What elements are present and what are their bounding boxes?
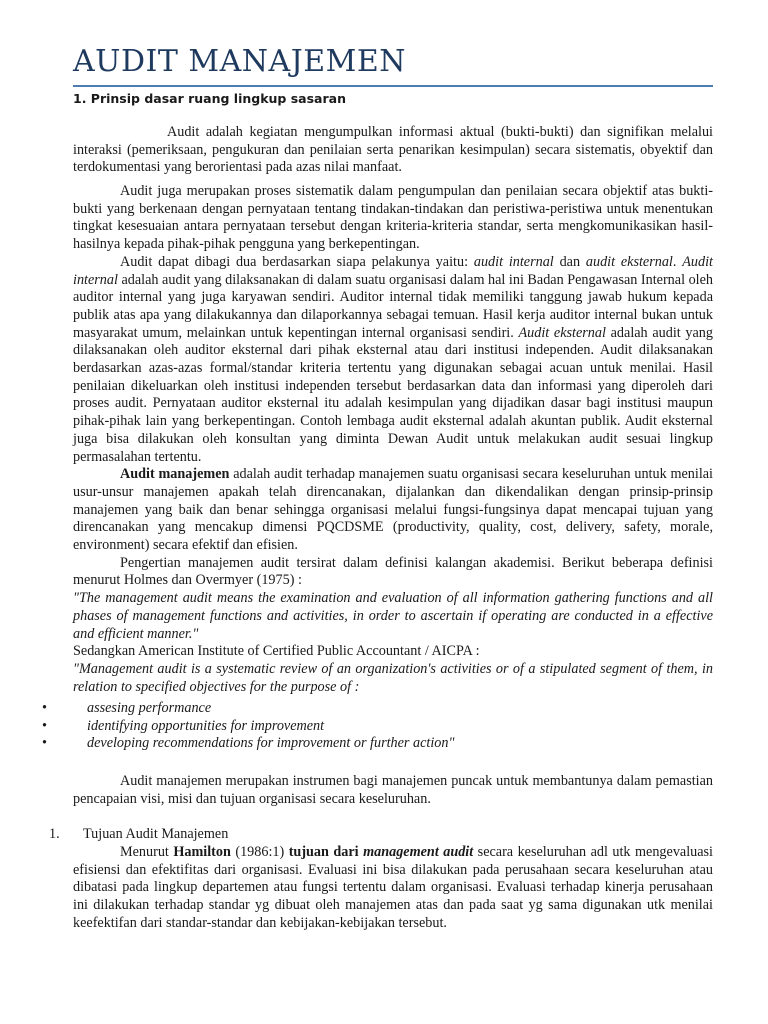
quote-aicpa: "Management audit is a systematic review of an organization's activities or of a stipulated segment of them, in relation to specified objectives for the purpose of : [73, 660, 713, 695]
paragraph-7-block [73, 844, 713, 933]
bullet-icon: • [42, 700, 47, 716]
bullet-list [0, 700, 768, 753]
bullet-icon: • [42, 735, 47, 752]
paragraph-definition [73, 124, 713, 177]
quote-holmes: "The management audit means the examination and evaluation of all information gathering functions and all phases of management functions and activities, in order to ascertain if operating are conducted in a effective and efficient manner." [73, 590, 713, 642]
list-item: • developing recommendations for improvement or further action" [42, 735, 455, 752]
paragraph-7: Menurut Hamilton (1986:1) tujuan dari management audit secara keseluruhan adl utk mengevaluasi efisiensi dan efektifitas dari organisasi. Evaluasi ini bisa dilakukan pada perusahaan secara keseluruhan atau dibatasi pada lingkup departemen atau fungsi tertentu dalam organisasi. Evaluasi terhadap kinerja perusahaan ini dilakukan terhadap standar yg dibuat oleh manajemen atas dan pada saat yg sama digunakan utk menilai keefektifan dari standar-standar dan kebijakan-kebijakan tersebut. [73, 844, 714, 931]
paragraph-6-block [73, 773, 713, 808]
section-label: Tujuan Audit Manajemen [83, 826, 229, 842]
title-rule [73, 85, 713, 87]
list-item: • assesing performance [42, 700, 212, 716]
list-item: • identifying opportunities for improvement [42, 717, 325, 734]
paragraph-group-main [73, 183, 713, 696]
paragraph-1: Audit adalah kegiatan mengumpulkan informasi aktual (bukti-bukti) dan signifikan melalui interaksi (pemeriksaan, pengukuran dan penilaian serta penarikan kesimpulan) secara sistematis, obyektif dan terdokumentasi yang berorientasi pada azas nilai manfaat. [73, 124, 713, 176]
section-number: 1. [49, 826, 60, 842]
bullet-icon: • [42, 717, 47, 734]
paragraph-6: Audit manajemen merupakan instrumen bagi manajemen puncak untuk membantunya dalam pemastian pencapaian visi, misi dan tujuan organisasi secara keseluruhan. [73, 773, 713, 807]
paragraph-3: Audit dapat dibagi dua berdasarkan siapa pelakunya yaitu: audit internal dan audit eksternal. Audit internal adalah audit yang dilaksanakan di dalam suatu organisasi dalam hal ini Badan Pengawasan Internal oleh auditor internal yang juga karyawan sendiri. Auditor internal tidak memiliki tanggung jawab hukum kepada publik atas apa yang dilakukannya dan dilaporkannya sebagai temuan. Hasil kerja auditor internal bukan untuk masyarakat umum, melainkan untuk kepentingan internal organisasi sendiri. Audit eksternal adalah audit yang dilaksanakan oleh auditor eksternal dari pihak eksternal atau dari institusi independen. Audit dilaksanakan berdasarkan azas-azas formal/standar kriteria tertentu yang digunakan sebagai acuan untuk menilai. Hasil penilaian dikeluarkan oleh institusi independen tersebut berdasarkan data dan informasi yang diperoleh dari proses audit. Pernyataan auditor eksternal itu adalah kesimpulan yang dijadikan dasar bagi institusi maupun pihak-pihak lain yang berkepentingan. Contoh lembaga audit eksternal adalah akuntan publik. Audit eksternal juga bisa dilakukan oleh konsultan yang diminta Dewan Audit untuk melakukan audit sesuai lingkup permasalahan tertentu. [73, 253, 714, 465]
aicpa-line: Sedangkan American Institute of Certified Public Accountant / AICPA : [73, 643, 480, 660]
section-subheading: 1. Prinsip dasar ruang lingkup sasaran [73, 91, 346, 106]
document-title: AUDIT MANAJEMEN [73, 44, 406, 79]
paragraph-4: Audit manajemen adalah audit terhadap manajemen suatu organisasi secara keseluruhan untuk menilai usur-unsur manajemen apakah telah direncanakan, dijalankan dan dikendalikan dengan prinsip-prinsip manajemen yang baik dan benar sehingga organisasi melalui fungsi-fungsinya dapat mencapai tujuan yang direncanakan yang mencakup dimensi PQCDSME (productivity, quality, cost, delivery, safety, morale, environment) secara efektif dan efisien. [73, 466, 713, 554]
paragraph-2: Audit juga merupakan proses sistematik dalam pengumpulan dan penilaian secara objektif atas bukti-bukti yang berkenaan dengan pernyataan tentang tindakan-tindakan dan peristiwa-peristiwa untuk menentukan tingkat kesesuaian antara pernyataan tersebut dengan kriteria-kriteria standar, serta mengkomunikasikan hasil-hasilnya kepada pihak-pihak pengguna yang berkepentingan. [73, 183, 713, 253]
paragraph-5: Pengertian manajemen audit tersirat dalam definisi kalangan akademisi. Berikut beberapa definisi menurut Holmes dan Overmyer (1975) : [73, 554, 713, 589]
